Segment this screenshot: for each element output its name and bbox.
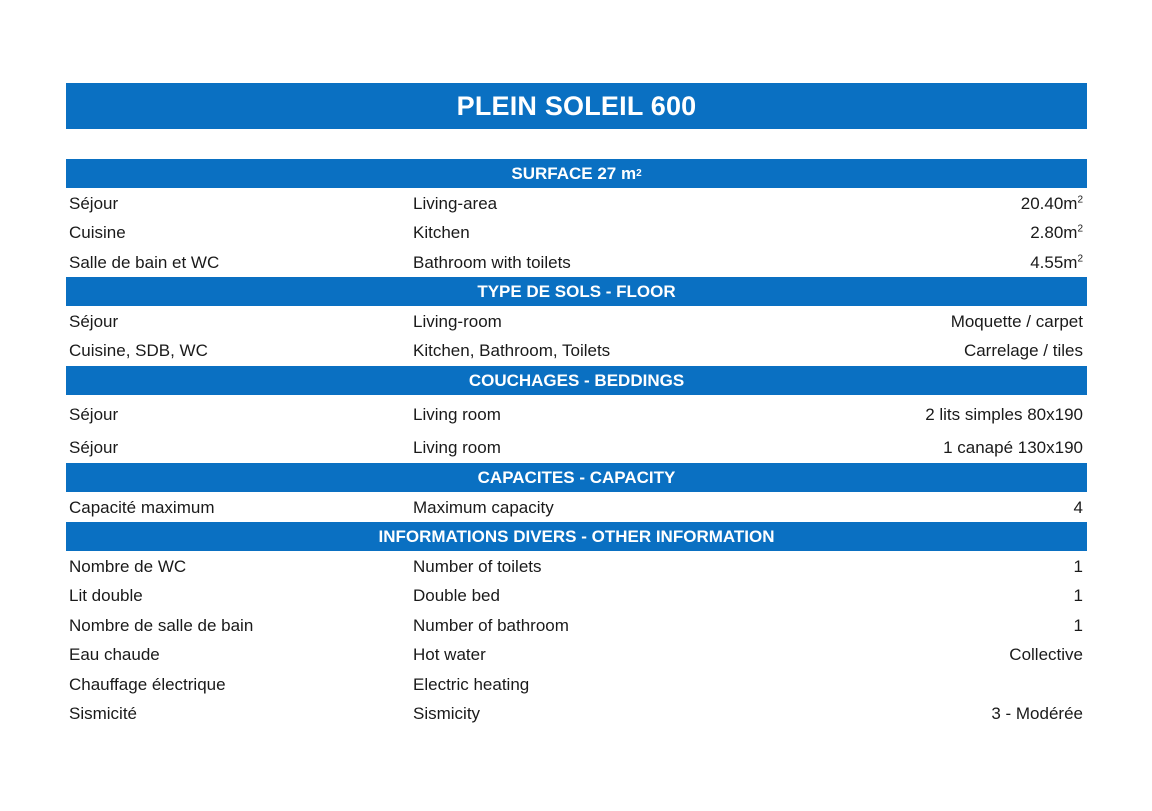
table-row	[66, 699, 1087, 728]
table-row	[66, 611, 1087, 640]
row-value: Moquette / carpet	[950, 312, 1083, 331]
row-value: 2 lits simples 80x190	[925, 405, 1083, 424]
section-header-floor: TYPE DE SOLS - FLOOR	[66, 277, 1087, 306]
row-value	[1030, 218, 1083, 247]
row-value-sup: 2	[1077, 194, 1083, 206]
table-row	[66, 400, 1087, 429]
row-value	[1021, 189, 1083, 218]
row-label-fr: Cuisine	[69, 223, 126, 242]
row-label-en: Living room	[413, 438, 501, 457]
row-value: 3 - Modérée	[991, 704, 1083, 723]
row-label-en: Number of toilets	[413, 557, 542, 576]
section-header-capacity: CAPACITES - CAPACITY	[66, 463, 1087, 492]
row-label-en: Number of bathroom	[413, 616, 569, 635]
row-label-fr: Chauffage électrique	[69, 675, 226, 694]
row-label-fr: Lit double	[69, 586, 143, 605]
row-label-fr: Séjour	[69, 194, 119, 213]
row-label-en: Maximum capacity	[413, 498, 554, 517]
row-label-en: Double bed	[413, 586, 500, 605]
row-value-sup: 2	[1077, 253, 1083, 265]
row-label-fr: Nombre de WC	[69, 557, 187, 576]
row-value: Collective	[1009, 645, 1083, 664]
row-label-fr: Séjour	[69, 312, 119, 331]
row-label-fr: Séjour	[69, 405, 119, 424]
row-label-fr: Séjour	[69, 438, 119, 457]
row-value: Carrelage / tiles	[963, 341, 1083, 360]
row-label-en: Sismicity	[413, 704, 481, 723]
row-value: 1	[1073, 616, 1083, 635]
table-row	[66, 336, 1087, 365]
document-title: PLEIN SOLEIL 600	[66, 83, 1087, 129]
row-value-text: 20.40m	[1020, 194, 1078, 213]
table-row	[66, 640, 1087, 669]
row-value	[1030, 248, 1083, 277]
row-label-en: Hot water	[413, 645, 486, 664]
row-label-en: Living-area	[413, 194, 498, 213]
section-header-surface-label: SURFACE 27 m	[511, 163, 637, 183]
row-value: 1 canapé 130x190	[943, 438, 1083, 457]
row-value: 1	[1073, 557, 1083, 576]
table-row	[66, 218, 1087, 247]
table-row	[66, 189, 1087, 218]
table-row	[66, 581, 1087, 610]
row-label-en: Bathroom with toilets	[413, 253, 571, 272]
table-row	[66, 433, 1087, 462]
row-value-sup: 2	[1077, 223, 1083, 235]
table-row	[66, 552, 1087, 581]
row-label-en: Living room	[413, 405, 501, 424]
row-label-fr: Sismicité	[69, 704, 138, 723]
table-row	[66, 493, 1087, 522]
row-value: 4	[1073, 498, 1083, 517]
row-label-fr: Capacité maximum	[69, 498, 215, 517]
table-row	[66, 248, 1087, 277]
row-value: 1	[1073, 586, 1083, 605]
row-value-text: 2.80m	[1030, 223, 1078, 242]
section-header-beddings: COUCHAGES - BEDDINGS	[66, 366, 1087, 395]
section-header-surface: SURFACE 27 m 2	[66, 159, 1087, 188]
row-value-text: 4.55m	[1030, 253, 1078, 272]
row-label-fr: Cuisine, SDB, WC	[69, 341, 208, 360]
row-label-en: Kitchen	[413, 223, 470, 242]
table-row	[66, 670, 1087, 699]
table-row	[66, 307, 1087, 336]
row-label-fr: Eau chaude	[69, 645, 160, 664]
row-label-fr: Nombre de salle de bain	[69, 616, 254, 635]
row-label-en: Kitchen, Bathroom, Toilets	[413, 341, 611, 360]
row-label-en: Electric heating	[413, 675, 530, 694]
section-header-other: INFORMATIONS DIVERS - OTHER INFORMATION	[66, 522, 1087, 551]
row-label-fr: Salle de bain et WC	[69, 253, 220, 272]
row-label-en: Living-room	[413, 312, 502, 331]
